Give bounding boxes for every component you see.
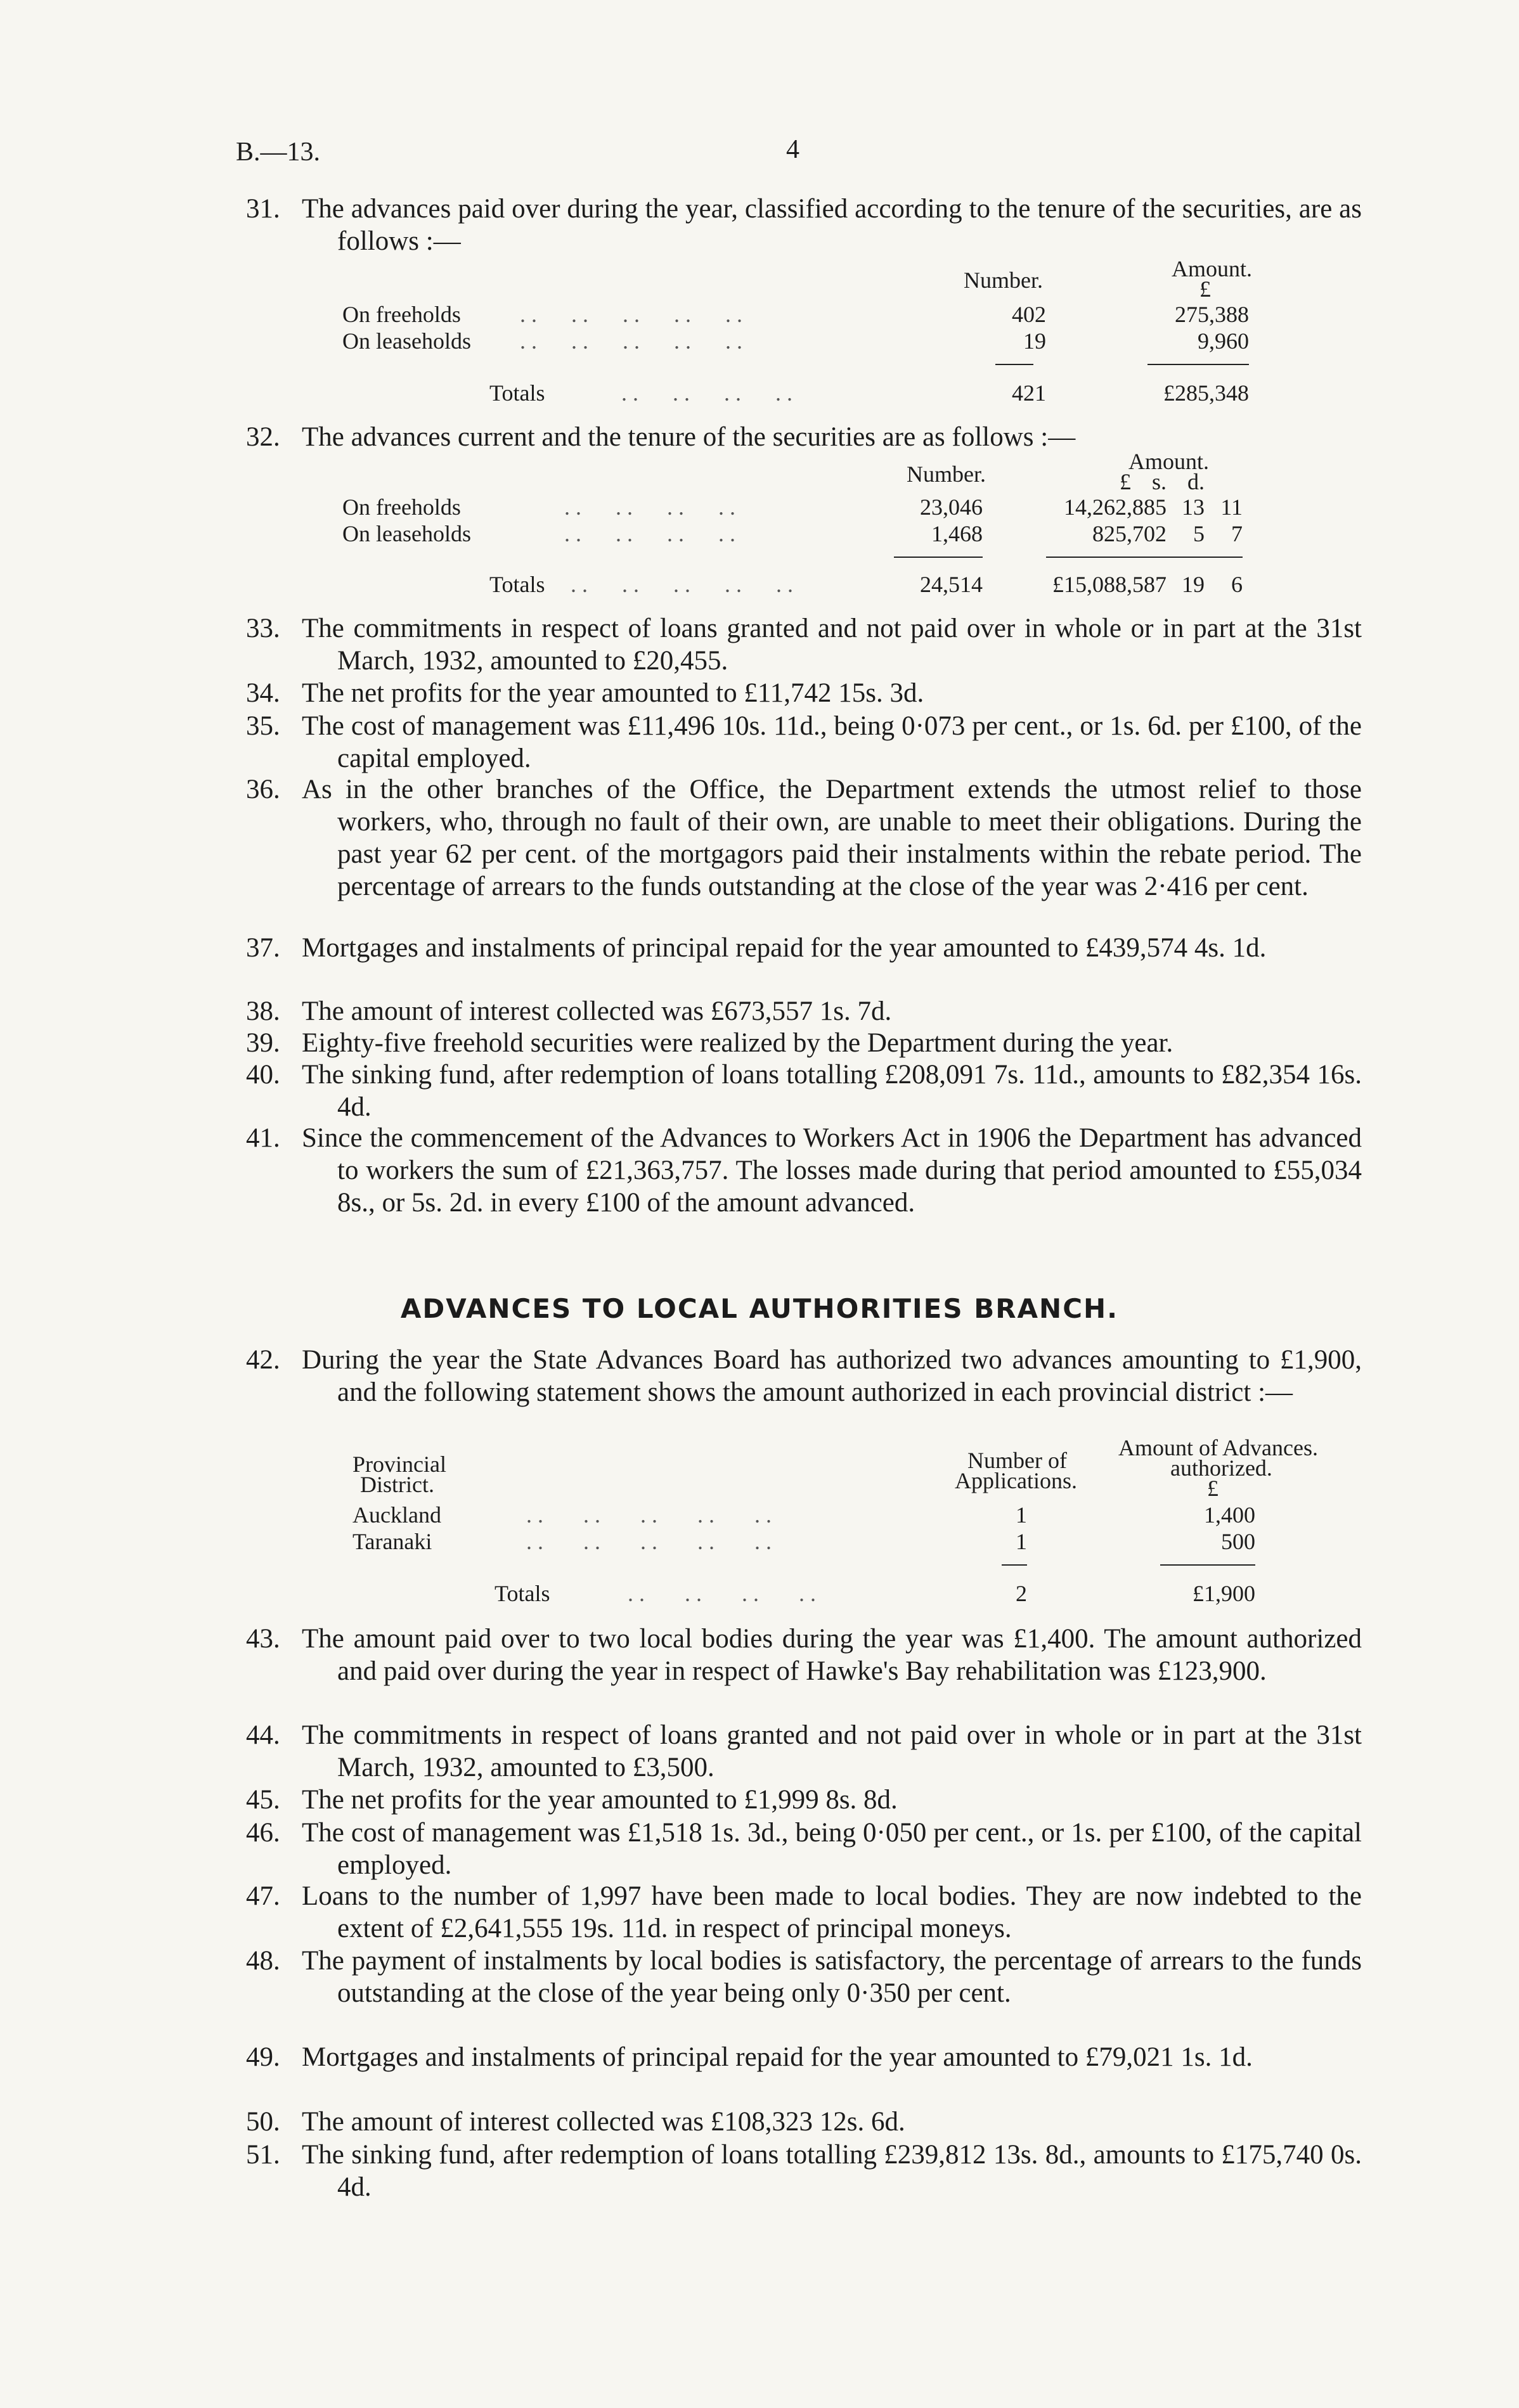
totals-amount: £1,900 <box>1193 1581 1255 1606</box>
paragraph-number: 47. <box>246 1881 280 1911</box>
table-cell-number: 23,046 <box>920 494 983 520</box>
table-cell-amount: 1,400 <box>1204 1502 1255 1528</box>
paragraph-text: The net profits for the year amounted to £1,999 8s. 8d. <box>302 1785 898 1815</box>
column-header-currency: £ <box>1207 1476 1218 1501</box>
paragraph-51 <box>246 2139 1362 2203</box>
paragraph-number: 35. <box>246 711 280 741</box>
column-header-amount: Amount. <box>1128 449 1210 474</box>
table-cell-number: 1 <box>1016 1529 1027 1554</box>
leader-dots: . . . . . . . . <box>564 521 735 546</box>
paragraph-number: 46. <box>246 1818 280 1848</box>
paragraph-number: 41. <box>246 1123 280 1153</box>
paragraph-39 <box>246 1027 1362 1059</box>
paragraph-text: The amount paid over to two local bodies during the year was £1,400. The amount authorized and paid over during the year in respect of Hawke's Bay rehabilitation was £123,900. <box>302 1624 1362 1686</box>
paragraph-number: 44. <box>246 1720 280 1750</box>
column-header-number: Number. <box>907 461 986 487</box>
paragraph-text: During the year the State Advances Board has authorized two advances amounting to £1,900, and the following statement shows the amount authorized in each provincial district :— <box>302 1345 1362 1407</box>
paragraph-text: The payment of instalments by local bodies is satisfactory, the percentage of arrears to the funds outstanding at the close of the year being only 0·350 per cent. <box>302 1946 1362 2008</box>
leader-dots: . . . . . . . . . . <box>520 302 742 327</box>
paragraph-text: The net profits for the year amounted to £11,742 15s. 3d. <box>302 678 924 708</box>
table-cell-number: 1,468 <box>931 521 983 546</box>
column-header-applications: Applications. <box>955 1468 1077 1493</box>
table-row-label: Auckland <box>352 1502 441 1528</box>
paragraph-number: 40. <box>246 1060 280 1090</box>
table-cell-number: 402 <box>1012 302 1046 327</box>
paragraph-number: 39. <box>246 1028 280 1058</box>
totals-label: Totals <box>489 572 545 597</box>
paragraph-number: 48. <box>246 1946 280 1976</box>
total-rule <box>1002 1564 1027 1566</box>
paragraph-37 <box>246 932 1362 964</box>
paragraph-43 <box>246 1623 1362 1687</box>
table-cell-pounds: 825,702 <box>1092 521 1167 546</box>
paragraph-34 <box>246 677 1362 709</box>
table-cell-pence: 11 <box>1220 494 1243 520</box>
paragraph-41 <box>246 1122 1362 1219</box>
paragraph-48 <box>246 1945 1362 2009</box>
table-cell-shillings: 5 <box>1193 521 1205 546</box>
paragraph-text: The sinking fund, after redemption of loans totalling £239,812 13s. 8d., amounts to £175,740 0s. 4d. <box>302 2140 1362 2202</box>
paragraph-42 <box>246 1344 1362 1408</box>
total-rule <box>1160 1564 1255 1566</box>
section-heading: ADVANCES TO LOCAL AUTHORITIES BRANCH. <box>400 1293 1119 1324</box>
totals-pounds: £15,088,587 <box>1052 572 1167 597</box>
table-cell-amount: 9,960 <box>1198 328 1249 354</box>
paragraph-number: 32. <box>246 422 280 452</box>
table-cell-shillings: 13 <box>1182 494 1205 520</box>
paragraph-31 <box>246 193 1362 257</box>
column-header-applications: Number of <box>967 1448 1067 1473</box>
column-header-district: Provincial <box>352 1452 446 1477</box>
leader-dots: . . . . . . . . . . <box>520 328 742 354</box>
paragraph-number: 36. <box>246 775 280 804</box>
leader-dots: . . . . . . . . <box>628 1581 816 1606</box>
totals-label: Totals <box>494 1581 550 1606</box>
paragraph-text: The advances current and the tenure of the securities are as follows :— <box>302 422 1076 452</box>
table-cell-amount: 500 <box>1221 1529 1255 1554</box>
paragraph-text: Eighty-five freehold securities were realized by the Department during the year. <box>302 1028 1173 1058</box>
paragraph-text: The advances paid over during the year, classified according to the tenure of the securities, are as follows :— <box>302 194 1362 256</box>
leader-dots: . . . . . . . . . . <box>526 1502 772 1528</box>
total-rule <box>1046 557 1243 558</box>
column-header-amount: authorized. <box>1170 1455 1272 1481</box>
paragraph-number: 49. <box>246 2042 280 2072</box>
paragraph-number: 31. <box>246 194 280 224</box>
table-row-label: Taranaki <box>352 1529 432 1554</box>
paragraph-number: 50. <box>246 2107 280 2137</box>
paragraph-36 <box>246 773 1362 903</box>
paragraph-35 <box>246 710 1362 775</box>
paragraph-number: 33. <box>246 614 280 643</box>
paragraph-50 <box>246 2106 1362 2138</box>
total-rule <box>995 364 1033 365</box>
paragraph-number: 43. <box>246 1624 280 1654</box>
leader-dots: . . . . . . . . . . <box>526 1529 772 1554</box>
paragraph-46 <box>246 1817 1362 1881</box>
page-number: 4 <box>786 135 799 164</box>
totals-number: 24,514 <box>920 572 983 597</box>
paragraph-number: 45. <box>246 1785 280 1815</box>
total-rule <box>894 557 983 558</box>
paragraph-44 <box>246 1719 1362 1784</box>
column-header-number: Number. <box>964 267 1043 293</box>
paragraph-text: The cost of management was £11,496 10s. 11d., being 0·073 per cent., or 1s. 6d. per £100, of the capital employed. <box>302 711 1362 773</box>
paragraph-40 <box>246 1059 1362 1123</box>
table-row-label: On leaseholds <box>342 328 471 354</box>
total-rule <box>1147 364 1249 365</box>
paragraph-text: The commitments in respect of loans granted and not paid over in whole or in part at the 31st March, 1932, amounted to £3,500. <box>302 1720 1362 1782</box>
table-cell-pounds: 14,262,885 <box>1064 494 1167 520</box>
table-cell-number: 1 <box>1016 1502 1027 1528</box>
paragraph-47 <box>246 1880 1362 1945</box>
paragraph-text: Loans to the number of 1,997 have been made to local bodies. They are now indebted to the extent of £2,641,555 19s. 11d. in respect of principal moneys. <box>302 1881 1362 1943</box>
paragraph-text: The sinking fund, after redemption of loans totalling £208,091 7s. 11d., amounts to £82,354 16s. 4d. <box>302 1060 1362 1122</box>
totals-shillings: 19 <box>1182 572 1205 597</box>
totals-amount: £285,348 <box>1163 380 1249 406</box>
column-header-amount: Amount. <box>1172 256 1253 281</box>
totals-number: 2 <box>1016 1581 1027 1606</box>
paragraph-text: As in the other branches of the Office, the Department extends the utmost relief to those workers, who, through no fault of their own, are unable to meet their obligations. During the past year 62 per cent. of the mortgagors paid their instalments within the rebate period. The percentage of arrears to the funds outstanding at the close of the year was 2·416 per cent. <box>302 775 1362 901</box>
table-row-label: On freeholds <box>342 494 461 520</box>
paragraph-text: Mortgages and instalments of principal repaid for the year amounted to £439,574 4s. 1d. <box>302 933 1267 963</box>
table-row-label: On freeholds <box>342 302 461 327</box>
table-cell-number: 19 <box>1023 328 1046 354</box>
totals-pence: 6 <box>1231 572 1243 597</box>
paragraph-45 <box>246 1784 1362 1816</box>
paragraph-38 <box>246 995 1362 1027</box>
paragraph-33 <box>246 612 1362 677</box>
column-header-units: £ s. d. <box>1120 469 1205 494</box>
paragraph-number: 42. <box>246 1345 280 1375</box>
table-row-label: On leaseholds <box>342 521 471 546</box>
totals-label: Totals <box>489 380 545 406</box>
paragraph-text: The amount of interest collected was £108,323 12s. 6d. <box>302 2107 905 2137</box>
paragraph-text: The cost of management was £1,518 1s. 3d., being 0·050 per cent., or 1s. per £100, of the capital employed. <box>302 1818 1362 1880</box>
paragraph-number: 37. <box>246 933 280 963</box>
paragraph-text: Mortgages and instalments of principal repaid for the year amounted to £79,021 1s. 1d. <box>302 2042 1253 2072</box>
table-cell-pence: 7 <box>1231 521 1243 546</box>
leader-dots: . . . . . . . . . . <box>571 572 793 597</box>
paragraph-number: 51. <box>246 2140 280 2170</box>
paragraph-49 <box>246 2041 1362 2073</box>
paragraph-text: The commitments in respect of loans granted and not paid over in whole or in part at the 31st March, 1932, amounted to £20,455. <box>302 614 1362 676</box>
paragraph-text: Since the commencement of the Advances to Workers Act in 1906 the Department has advanced to workers the sum of £21,363,757. The losses made during that period amounted to £55,034 8s., or 5s. 2d. in every £100 of the amount advanced. <box>302 1123 1362 1218</box>
paragraph-number: 38. <box>246 996 280 1026</box>
column-header-district: District. <box>360 1472 434 1497</box>
paragraph-text: The amount of interest collected was £673,557 1s. 7d. <box>302 996 892 1026</box>
column-header-currency: £ <box>1199 276 1211 302</box>
table-cell-amount: 275,388 <box>1175 302 1249 327</box>
column-header-amount: Amount of Advances. <box>1118 1435 1318 1460</box>
paragraph-number: 34. <box>246 678 280 708</box>
leader-dots: . . . . . . . . <box>621 380 792 406</box>
leader-dots: . . . . . . . . <box>564 494 735 520</box>
page-ref: B.—13. <box>236 138 321 167</box>
totals-number: 421 <box>1012 380 1046 406</box>
